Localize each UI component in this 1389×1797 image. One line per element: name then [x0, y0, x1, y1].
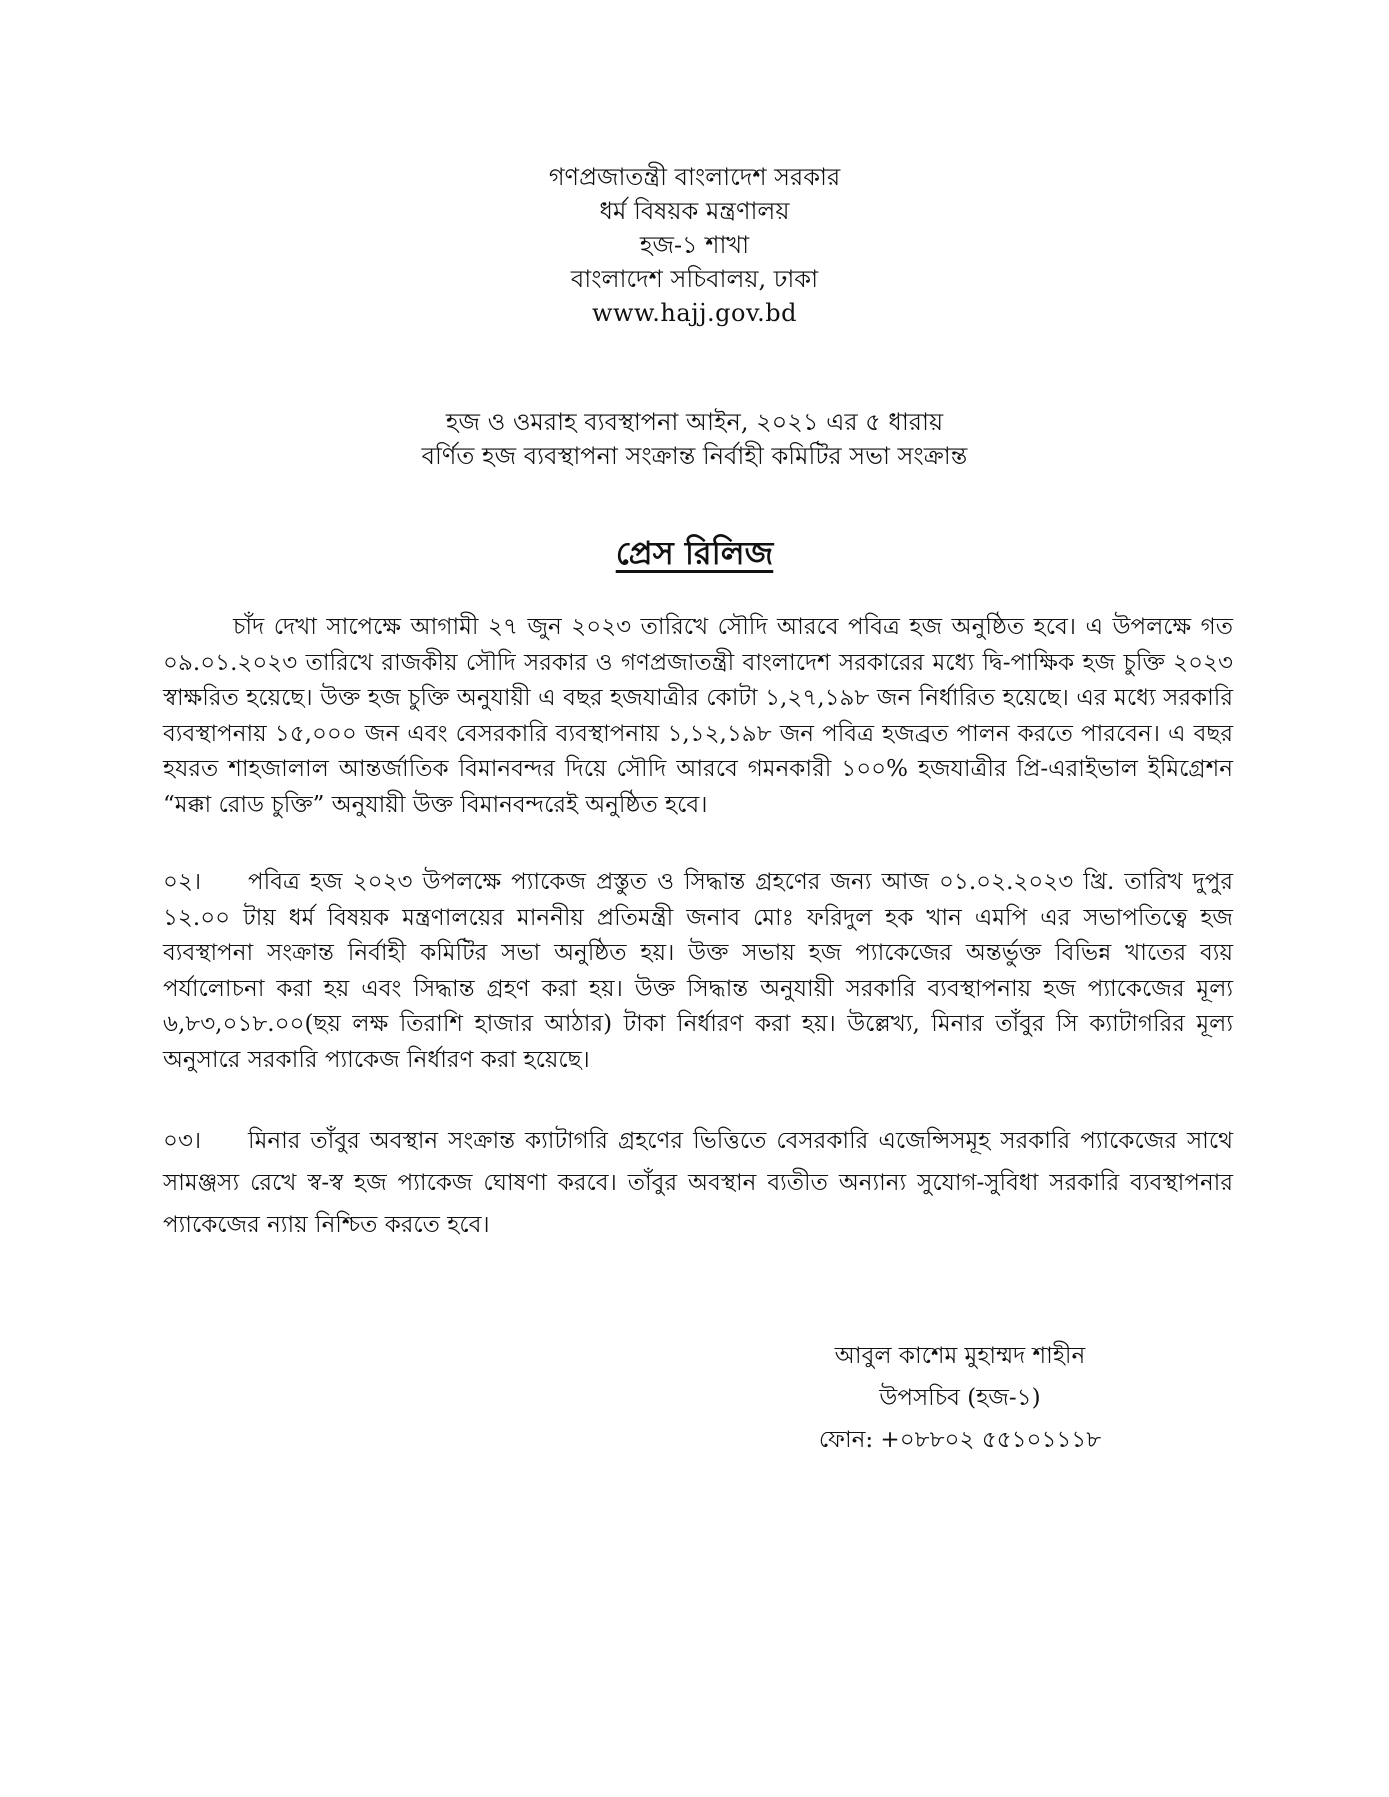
- letterhead-ministry: ধর্ম বিষয়ক মন্ত্রণালয়: [599, 197, 790, 225]
- paragraph-3: [163, 1120, 1233, 1246]
- letterhead-website: www.hajj.gov.bd: [591, 299, 798, 327]
- paragraph-3-text: মিনার তাঁবুর অবস্থান সংক্রান্ত ক্যাটাগরি গ্রহণের ভিত্তিতে বেসরকারি এজেন্সিসমূহ সরকারি প্যাকেজের সাথে সামঞ্জস্য রেখে স্ব-স্ব হজ প্যাকেজ ঘোষণা করবে। তাঁবুর অবস্থান ব্যতীত অন্যান্য সুযোগ-সুবিধা সরকারি ব্যবস্থাপনার প্যাকেজের ন্যায় নিশ্চিত করতে হবে।: [163, 1128, 1233, 1238]
- paragraph-1: [163, 610, 1233, 823]
- paragraph-2-number: ০২।: [163, 869, 202, 895]
- document-title: [0, 528, 1389, 582]
- paragraph-1-text: চাঁদ দেখা সাপেক্ষে আগামী ২৭ জুন ২০২৩ তারিখে সৌদি আরবে পবিত্র হজ অনুষ্ঠিত হবে। এ উপলক্ষে গত ০৯.০১.২০২৩ তারিখে রাজকীয় সৌদি সরকার ও গণপ্রজাতন্ত্রী বাংলাদেশ সরকারের মধ্যে দ্বি-পাক্ষিক হজ চুক্তি ২০২৩ স্বাক্ষরিত হয়েছে। উক্ত হজ চুক্তি অনুযায়ী এ বছর হজযাত্রীর কোটা ১,২৭,১৯৮ জন নির্ধারিত হয়েছে। এর মধ্যে সরকারি ব্যবস্থাপনায় ১৫,০০০ জন এবং বেসরকারি ব্যবস্থাপনায় ১,১২,১৯৮ জন পবিত্র হজব্রত পালন করতে পারবেন। এ বছর হযরত শাহজালাল আন্তর্জাতিক বিমানবন্দর দিয়ে সৌদি আরবে গমনকারী ১০০% হজযাত্রীর প্রি-এরাইভাল ইমিগ্রেশন “মক্কা রোড চুক্তি” অনুযায়ী উক্ত বিমানবন্দরেই অনুষ্ঠিত হবে।: [163, 614, 1233, 818]
- letterhead: [0, 160, 1389, 330]
- letterhead-government: গণপ্রজাতন্ত্রী বাংলাদেশ সরকার: [548, 163, 841, 191]
- signature-block: [750, 1335, 1170, 1461]
- signatory-phone: ফোন: +০৮৮০২ ৫৫১০১১১৮: [818, 1427, 1102, 1453]
- subject-line-1: হজ ও ওমরাহ ব্যবস্থাপনা আইন, ২০২১ এর ৫ ধারায়: [445, 408, 944, 436]
- subject-block: [0, 405, 1389, 473]
- paragraph-2: [163, 865, 1233, 1078]
- signatory-designation: উপসচিব (হজ-১): [879, 1385, 1041, 1411]
- paragraph-3-number: ০৩।: [163, 1128, 202, 1154]
- paragraph-2-text: পবিত্র হজ ২০২৩ উপলক্ষে প্যাকেজ প্রস্তুত ও সিদ্ধান্ত গ্রহণের জন্য আজ ০১.০২.২০২৩ খ্রি. তারিখ দুপুর ১২.০০ টায় ধর্ম বিষয়ক মন্ত্রণালয়ের মাননীয় প্রতিমন্ত্রী জনাব মোঃ ফরিদুল হক খান এমপি এর সভাপতিত্বে হজ ব্যবস্থাপনা সংক্রান্ত নির্বাহী কমিটির সভা অনুষ্ঠিত হয়। উক্ত সভায় হজ প্যাকেজের অন্তর্ভুক্ত বিভিন্ন খাতের ব্যয় পর্যালোচনা করা হয় এবং সিদ্ধান্ত গ্রহণ করা হয়। উক্ত সিদ্ধান্ত অনুযায়ী সরকারি ব্যবস্থাপনায় হজ প্যাকেজের মূল্য ৬,৮৩,০১৮.০০(ছয় লক্ষ তিরাশি হাজার আঠার) টাকা নির্ধারণ করা হয়। উল্লেখ্য, মিনার তাঁবুর সি ক্যাটাগরির মূল্য অনুসারে সরকারি প্যাকেজ নির্ধারণ করা হয়েছে।: [163, 869, 1233, 1073]
- letterhead-branch: হজ-১ শাখা: [639, 231, 750, 259]
- letterhead-address: বাংলাদেশ সচিবালয়, ঢাকা: [570, 265, 819, 293]
- subject-line-2: বর্ণিত হজ ব্যবস্থাপনা সংক্রান্ত নির্বাহী কমিটির সভা সংক্রান্ত: [421, 442, 968, 470]
- signatory-name: আবুল কাশেম মুহাম্মদ শাহীন: [834, 1343, 1086, 1369]
- document-title-text: প্রেস রিলিজ: [615, 534, 774, 572]
